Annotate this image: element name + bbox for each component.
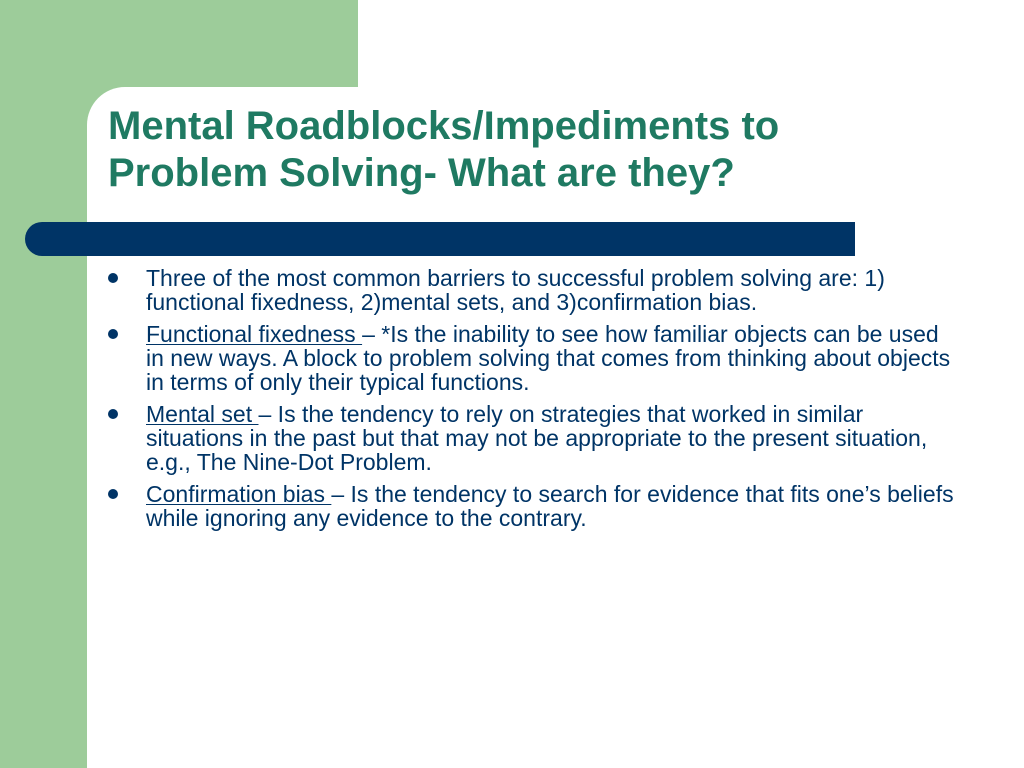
bullet-text: – Is the tendency to search for evidence that fits one’s beliefs while ignoring any evidence to the contrary.: [146, 481, 954, 531]
bullet-text: Three of the most common barriers to successful problem solving are: 1) functional fixedness, 2)mental sets, and 3)confirmation bias.: [146, 265, 885, 315]
bullet-list: [105, 266, 955, 538]
bullet-item-functional-fixedness: [105, 322, 955, 394]
bullet-term: Confirmation bias: [146, 481, 332, 507]
bullet-dot-icon: [108, 329, 118, 339]
bullet-text: – *Is the inability to see how familiar objects can be used in new ways. A block to problem solving that comes from thinking about objects in terms of only their typical functions.: [146, 321, 951, 395]
slide-title-line-2: Problem Solving- What are they?: [108, 151, 735, 195]
bullet-item: [105, 266, 955, 314]
bullet-term: Mental set: [146, 401, 259, 427]
slide-title: [108, 103, 908, 197]
bullet-dot-icon: [108, 409, 118, 419]
bullet-term: Functional fixedness: [146, 321, 363, 347]
bullet-item-confirmation-bias: [105, 482, 955, 530]
bullet-text: – Is the tendency to rely on strategies that worked in similar situations in the past but that may not be appropriate to the present situation, e.g., The Nine-Dot Problem.: [146, 401, 928, 475]
slide-title-line-1: Mental Roadblocks/Impediments to: [108, 104, 780, 148]
title-divider-bar: [25, 222, 855, 256]
bullet-dot-icon: [108, 489, 118, 499]
bullet-item-mental-set: [105, 402, 955, 474]
bullet-dot-icon: [108, 273, 118, 283]
